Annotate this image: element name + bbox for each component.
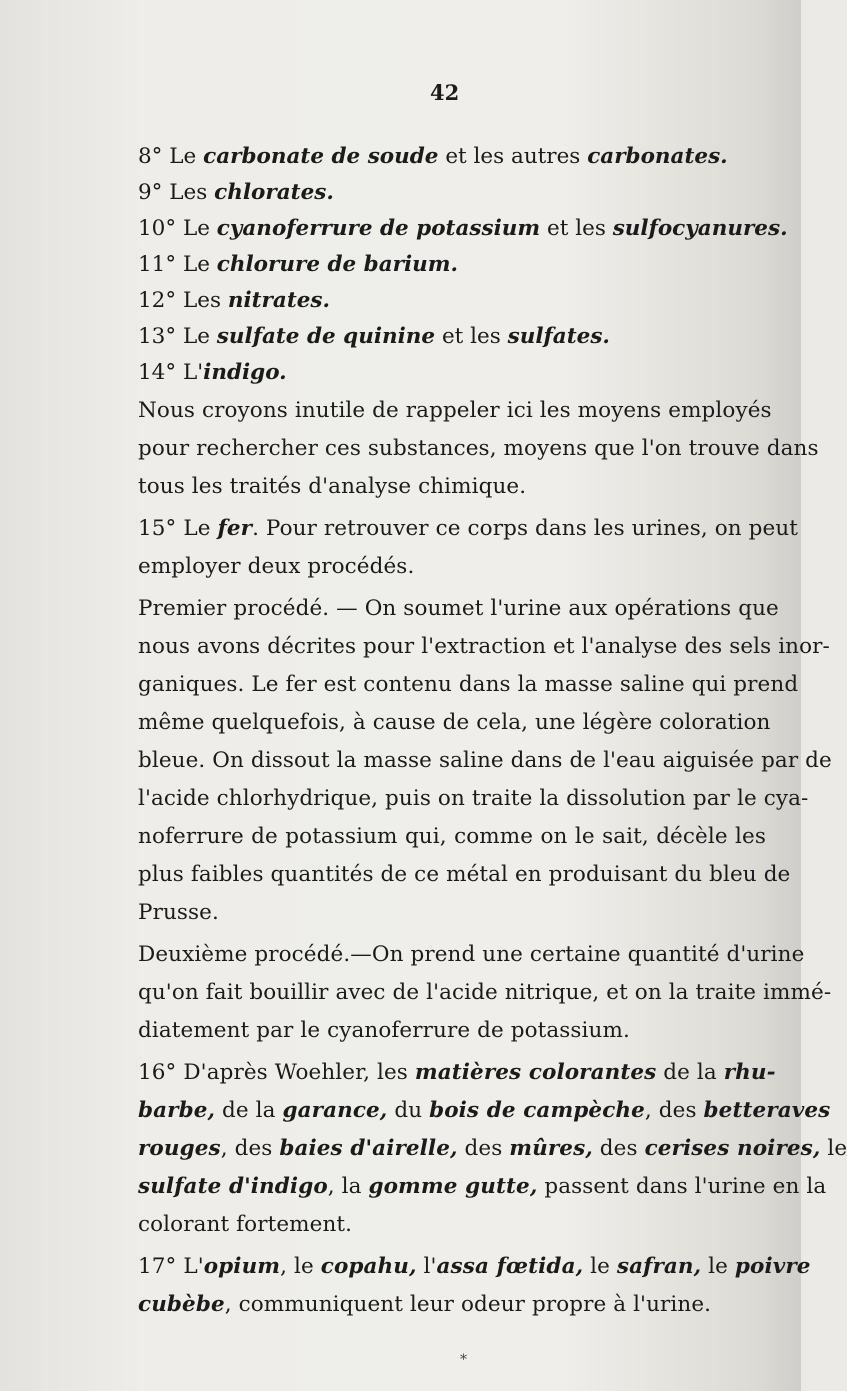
paragraph-line: l'acide chlorhydrique, puis on traite la dissolution par le cya- bbox=[138, 786, 809, 811]
paragraph-line: noferrure de potassium qui, comme on le sait, décèle les bbox=[138, 824, 766, 849]
paragraph-line: Prusse. bbox=[138, 900, 219, 925]
paragraph-line: ganiques. Le fer est contenu dans la masse saline qui prend bbox=[138, 672, 799, 697]
paragraph-line: rouges, des baies d'airelle, des mûres, des cerises noires, le bbox=[138, 1136, 847, 1161]
list-item: 9° Les chlorates. bbox=[138, 180, 334, 205]
paragraph-line: 15° Le fer. Pour retrouver ce corps dans les urines, on peut bbox=[138, 516, 799, 541]
footer-mark: * bbox=[460, 1352, 467, 1368]
paragraph-line: même quelquefois, à cause de cela, une légère coloration bbox=[138, 710, 771, 735]
list-item: 8° Le carbonate de soude et les autres carbonates. bbox=[138, 144, 728, 169]
paragraph-line: 16° D'après Woehler, les matières colorantes de la rhu- bbox=[138, 1060, 776, 1085]
list-item: 14° L'indigo. bbox=[138, 360, 287, 385]
paragraph-line: diatement par le cyanoferrure de potassium. bbox=[138, 1018, 630, 1043]
paragraph-line: tous les traités d'analyse chimique. bbox=[138, 474, 527, 499]
paragraph-line: pour rechercher ces substances, moyens que l'on trouve dans bbox=[138, 436, 819, 461]
page-number: 42 bbox=[430, 80, 460, 105]
paragraph-line: employer deux procédés. bbox=[138, 554, 415, 579]
paragraph-line: Nous croyons inutile de rappeler ici les moyens employés bbox=[138, 398, 772, 423]
paragraph-line: cubèbe, communiquent leur odeur propre à l'urine. bbox=[138, 1292, 712, 1317]
paragraph-line: Premier procédé. — On soumet l'urine aux opérations que bbox=[138, 596, 779, 621]
paragraph-line: colorant fortement. bbox=[138, 1212, 353, 1237]
paragraph-line: barbe, de la garance, du bois de campèche, des betteraves bbox=[138, 1098, 831, 1123]
list-item: 11° Le chlorure de barium. bbox=[138, 252, 458, 277]
paragraph-line: sulfate d'indigo, la gomme gutte, passent dans l'urine en la bbox=[138, 1174, 827, 1199]
paragraph-line: Deuxième procédé.—On prend une certaine quantité d'urine bbox=[138, 942, 805, 967]
paragraph-line: qu'on fait bouillir avec de l'acide nitrique, et on la traite immé- bbox=[138, 980, 832, 1005]
list-item: 13° Le sulfate de quinine et les sulfates. bbox=[138, 324, 610, 349]
paragraph-line: bleue. On dissout la masse saline dans de l'eau aiguisée par de bbox=[138, 748, 832, 773]
list-item: 12° Les nitrates. bbox=[138, 288, 331, 313]
paragraph-line: 17° L'opium, le copahu, l'assa fœtida, le safran, le poivre bbox=[138, 1254, 811, 1279]
paragraph-line: nous avons décrites pour l'extraction et l'analyse des sels inor- bbox=[138, 634, 830, 659]
list-item: 10° Le cyanoferrure de potassium et les sulfocyanures. bbox=[138, 216, 788, 241]
paragraph-line: plus faibles quantités de ce métal en produisant du bleu de bbox=[138, 862, 791, 887]
